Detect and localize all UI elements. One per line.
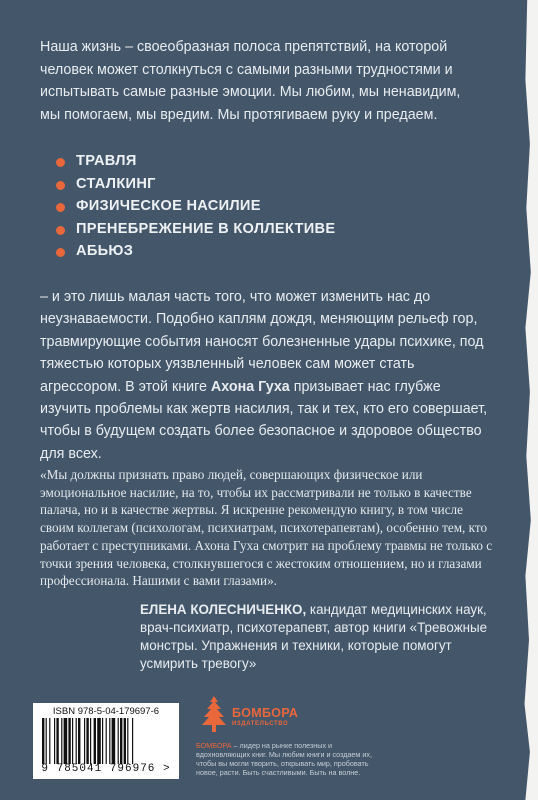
topic-label: ФИЗИЧЕСКОЕ НАСИЛИЕ — [76, 198, 261, 215]
topic-label: ТРАВЛЯ — [76, 153, 137, 169]
bullet-icon — [56, 203, 65, 212]
endorser-description: кандидат медицинских наук, врач-психиатр, психотерапевт, автор книги «Тревожные монстры. Упражнения и техники, которые помогут усмирить тревогу» — [140, 602, 488, 671]
isbn-text: ISBN 978-5-04-179697-6 — [52, 706, 160, 717]
topic-item — [56, 195, 335, 218]
body-text-start: – и это лишь малая часть того, что может изменить нас до неузнаваемости. Подобно каплям дождя, меняющим рельеф гор, травмирующие события наносят болезненные удары психике, под тяжестью которых уязвленный человек сам может стать агрессором. В этой книге — [40, 289, 484, 395]
publisher-subtitle: ИЗДАТЕЛЬСТВО — [232, 721, 289, 727]
bullet-icon — [56, 158, 65, 167]
topic-item — [56, 150, 335, 173]
topics-list — [56, 150, 335, 263]
publisher-name: БОМБОРА — [232, 706, 299, 720]
bullet-icon — [56, 248, 65, 257]
body-paragraph — [40, 286, 490, 465]
topic-item — [56, 218, 335, 241]
publisher-description — [196, 741, 376, 777]
topic-label: СТАЛКИНГ — [76, 175, 156, 192]
topic-item — [56, 240, 335, 263]
topic-item — [56, 173, 335, 196]
barcode-digits: 9 785041 796976 > — [41, 763, 171, 775]
endorser-name: ЕЛЕНА КОЛЕСНИЧЕНКО, — [140, 602, 307, 617]
torn-paper-edge — [520, 0, 538, 800]
barcode-panel — [33, 703, 179, 779]
publisher-description-text: – лидер на рынке полезных и вдохновляющих книг. Мы любим книги и создаем их, чтобы вы могли творить, открывать мир, пробовать новое, расти. Быть счастливыми. Быть на волне. — [196, 741, 372, 777]
bullet-icon — [56, 226, 65, 235]
topic-label: ПРЕНЕБРЕЖЕНИЕ В КОЛЛЕКТИВЕ — [76, 220, 336, 237]
body-text-end: призывает нас глубже изучить проблемы как жертв насилия, так и тех, кто его совершает, чтобы в будущем создать более безопасное и здоровое общество для всех. — [40, 378, 488, 462]
intro-paragraph: Наша жизнь – своеобразная полоса препятствий, на которой человек может столкнуться с самыми разными трудностями и испытывать самые разные эмоции. Мы любим, мы ненавидим, мы помогаем, мы вредим. Мы протягиваем руку и предаем. — [40, 39, 461, 123]
endorsement-quote: «Мы должны признать право людей, совершающих физическое или эмоциональное насилие, на то, чтобы их рассматривали не только в качестве палача, но и в качестве жертвы. Я искренне рекомендую книгу, в том числе своим коллегам (психологам, психиатрам, психотерапевтам), особенно тем, кто работает с преступниками. Ахона Гуха смотрит на проблему травмы не только с точки зрения человека, столкнувшегося с жестоким отношением, но и глазами профессионала. Нашими с вами глазами». — [40, 467, 493, 589]
author-name: Ахона Гуха — [210, 378, 290, 395]
bullet-icon — [56, 181, 65, 190]
publisher-brand: БОМБОРА — [196, 741, 232, 750]
endorsement-attribution — [140, 601, 500, 673]
topic-label: АБЬЮЗ — [76, 243, 134, 260]
barcode-icon — [42, 718, 170, 764]
publisher-logo-icon — [196, 694, 232, 734]
